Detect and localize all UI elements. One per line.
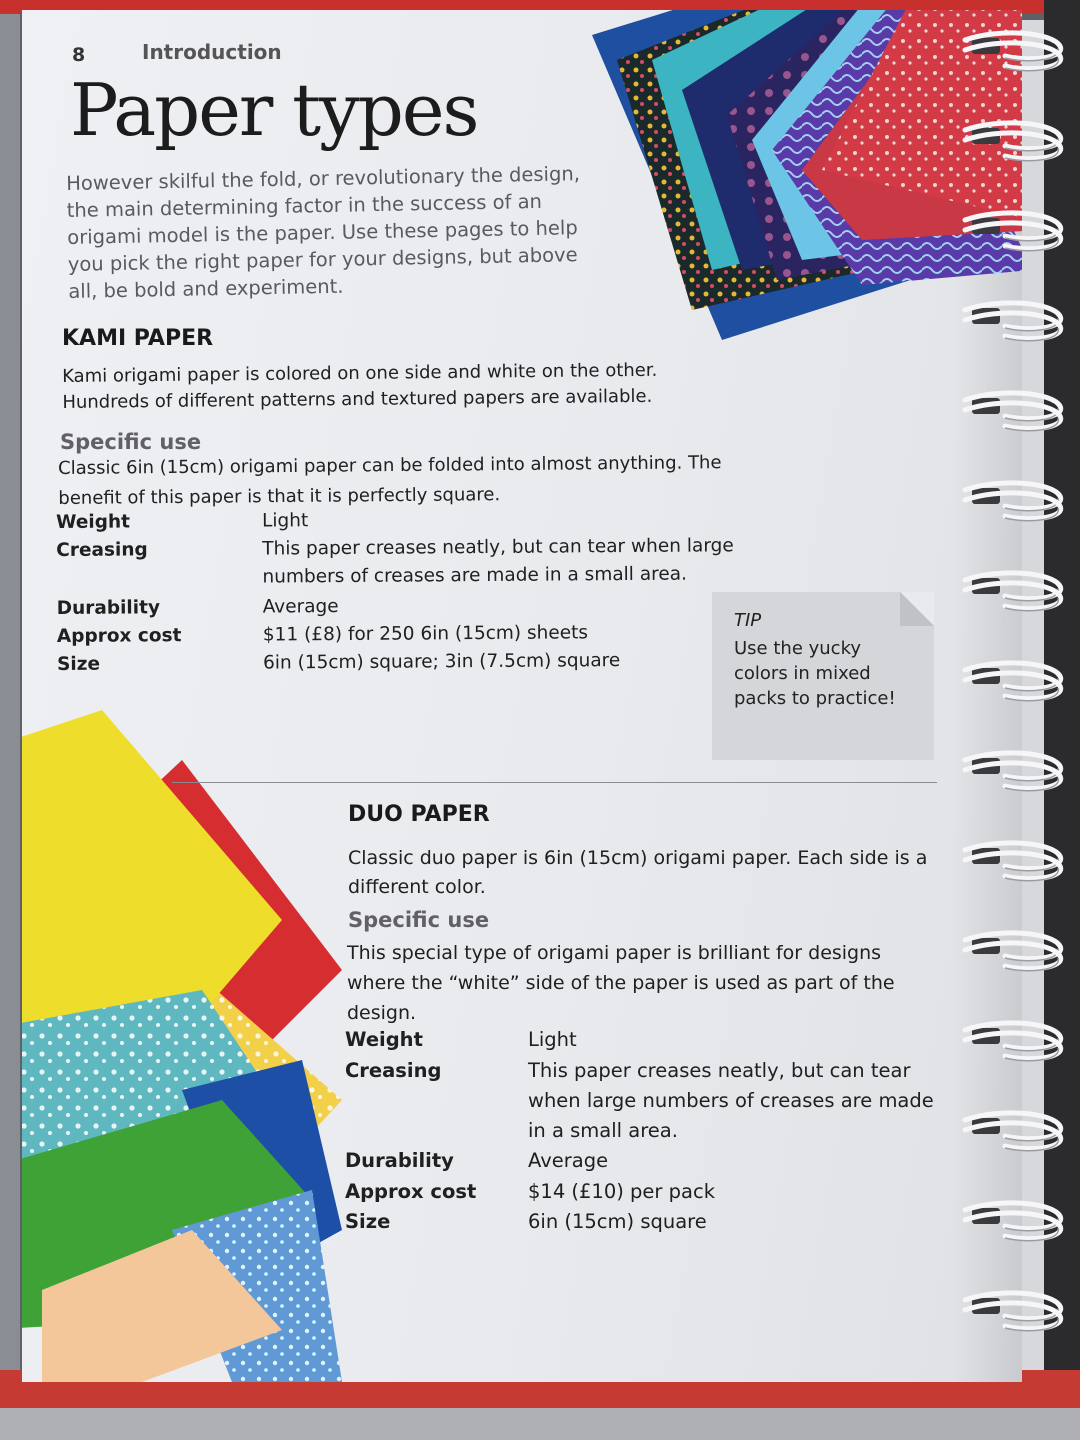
book-cover-left [0, 0, 20, 1440]
spec-label: Size [56, 653, 101, 675]
spec-label: Size [345, 1210, 391, 1233]
intro-paragraph: However skilful the fold, or revolutionary the design, the main determining factor in the success of an origami model is the paper. Use these pages to help you pick the right paper for your designs, but above all, be bold and experiment. [66, 162, 581, 303]
spec-value: Average [262, 596, 339, 618]
kami-description: Kami origami paper is colored on one side and white on the other. Hundreds of different patterns and textured papers are available. [62, 359, 658, 413]
spec-value: 6in (15cm) square; 3in (7.5cm) square [262, 650, 621, 674]
duo-specific-use-text: This special type of origami paper is brilliant for designs where the “white” side of the paper is used as part of the design. [347, 942, 895, 1024]
spec-value: numbers of creases are made in a small area. [262, 563, 688, 588]
kami-specific-use-label: Specific use [60, 430, 202, 454]
spec-label: Weight [56, 511, 131, 533]
spec-value: when large numbers of creases are made [528, 1089, 934, 1112]
tip-label: TIP [734, 610, 762, 631]
tip-text: Use the yucky colors in mixed packs to practice! [734, 638, 896, 709]
spec-label: Approx cost [56, 625, 182, 647]
duo-specific-use-label: Specific use [348, 908, 490, 932]
section-name: Introduction [142, 40, 282, 64]
spec-value: This paper creases neatly, but can tear when large [262, 535, 734, 560]
tip-box-corner-fold [900, 592, 934, 626]
origami-paper-fan-image [562, 10, 1022, 370]
book-cover-right [1044, 0, 1080, 1440]
spec-label: Durability [345, 1149, 454, 1172]
spec-label: Weight [345, 1028, 423, 1051]
book-page [22, 10, 1022, 1382]
spec-value: Light [261, 510, 309, 532]
spec-label: Creasing [345, 1059, 442, 1082]
origami-paper-stack-image [22, 670, 342, 1382]
duo-description: Classic duo paper is 6in (15cm) origami paper. Each side is a different color. [348, 847, 928, 898]
section-divider [172, 782, 937, 783]
spec-value: Light [528, 1028, 577, 1051]
spec-value: This paper creases neatly, but can tear [528, 1059, 911, 1082]
page-title: Paper types [70, 68, 478, 152]
kami-specific-use-text: Classic 6in (15cm) origami paper can be folded into almost anything. The benefit of this paper is that it is perfectly square. [58, 452, 722, 509]
spec-value: $11 (£8) for 250 6in (15cm) sheets [262, 622, 589, 646]
spec-value: Average [528, 1149, 609, 1172]
spec-label: Approx cost [345, 1180, 477, 1203]
table-surface [0, 1408, 1080, 1440]
spec-value: 6in (15cm) square [528, 1210, 707, 1233]
spec-value: in a small area. [528, 1119, 678, 1142]
page-number: 8 [72, 44, 86, 66]
spec-value: $14 (£10) per pack [528, 1180, 715, 1203]
spec-label: Durability [56, 597, 161, 619]
spec-label: Creasing [56, 539, 148, 561]
kami-heading: KAMI PAPER [62, 326, 214, 351]
duo-heading: DUO PAPER [348, 802, 490, 827]
